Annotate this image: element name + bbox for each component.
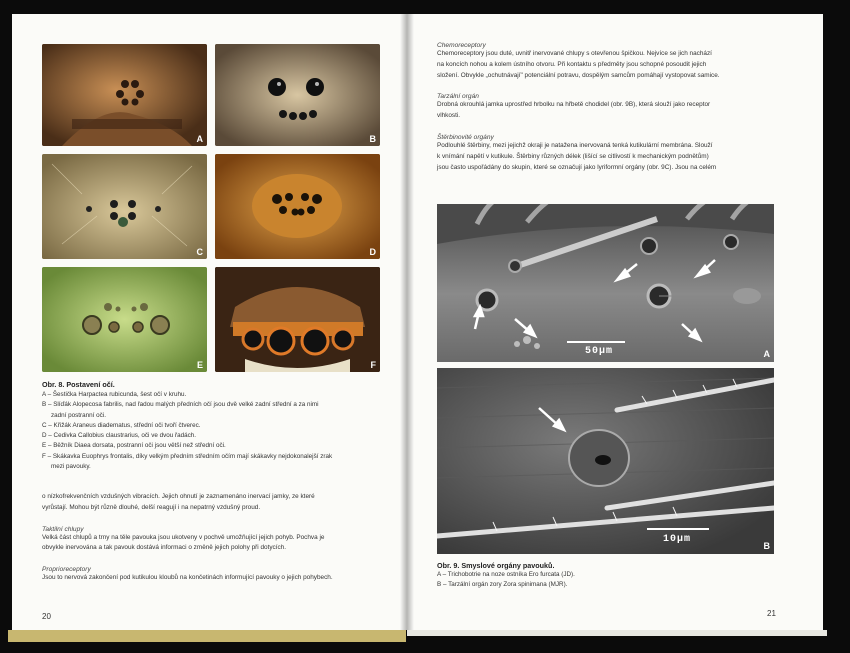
book-edge-left	[8, 630, 406, 642]
scale-label: 10µm	[663, 534, 692, 545]
paragraph-line: Drobná okrouhlá jamka uprostřed hrbolku na hřbetě chodidel (obr. 9B), která slouží jako receptor	[437, 101, 711, 109]
photo-b	[215, 44, 380, 146]
left-page	[12, 14, 407, 630]
paragraph-line: Podlouhlé štěrbiny, mezi jejichž okraji je natažena inervovaná tenká kutikulární membrána. Slouží	[437, 141, 713, 149]
caption-line: C – Křižák Araneus diadematus, střední oči tvoří čtverec.	[42, 421, 201, 429]
caption-title: Obr. 9. Smyslové orgány pavouků.	[437, 561, 555, 570]
figure-9-caption	[437, 561, 777, 591]
book-edge-right	[407, 630, 827, 636]
scale-label: 50µm	[585, 346, 614, 357]
figure-8-caption	[42, 380, 387, 472]
trichobothria-sem-image	[437, 204, 774, 362]
photo-label: C	[196, 247, 203, 257]
photo-e	[42, 267, 207, 372]
image-label: B	[763, 541, 770, 551]
spider-eyes-f-image	[215, 267, 380, 372]
photo-a	[42, 44, 207, 146]
paragraph-line: vlhkosti.	[437, 112, 461, 120]
scale-bar	[567, 341, 625, 343]
caption-line: B – Tarzální orgán zory Zora spinimana (MJR).	[437, 581, 568, 589]
paragraph-line: jsou často uspořádány do skupin, které se označují jako lyriformní orgány (obr. 9C). Jsou na celém	[437, 163, 717, 171]
caption-line: A – Šestička Harpactea rubicunda, šest očí v kruhu.	[42, 391, 187, 398]
caption-line: zadní postranní oči.	[51, 411, 106, 419]
book-gutter	[400, 14, 414, 630]
spider-eyes-b-image	[215, 44, 380, 146]
paragraph-line: vyrůstají. Mohou být různě dlouhé, delší reagují i na nepatrný vzdušný proud.	[42, 503, 261, 511]
tarsal-organ-sem-image	[437, 368, 774, 554]
photo-c	[42, 154, 207, 259]
spider-eyes-a-image	[42, 44, 207, 146]
paragraph-line: Velká část chlupů a trny na těle pavouka jsou ukotveny v pochvě umožňující jejich pohyb. Pochva je	[42, 533, 325, 541]
photo-label: D	[369, 247, 376, 257]
paragraph-line: obvykle inervována a tak pavouk dostává informaci o změně jejich polohy při dotycích.	[42, 544, 287, 552]
photo-label: B	[369, 134, 376, 144]
paragraph-line: na koncích nohou a kolem ústního otvoru. Při kontaktu s předměty jsou schopné posoudit jejich	[437, 60, 707, 68]
caption-line: E – Běžník Diaea dorsata, postranní oči jsou větší než střední oči.	[42, 442, 226, 450]
scale-bar	[647, 528, 709, 530]
caption-line: A – Trichobotrie na noze ostníka Ero furcata (JD).	[437, 571, 575, 578]
caption-line: mezi pavouky.	[51, 463, 91, 471]
paragraph-line: k vnímání napětí v kutikule. Štěrbiny různých délek (lišící se citlivostí k mechanickým podnětům)	[437, 152, 709, 160]
right-body-text	[437, 42, 777, 173]
photo-label: F	[370, 360, 376, 370]
photo-d	[215, 154, 380, 259]
paragraph-line: složení. Obvykle „ochutnávají" potenciální potravu, dospělým samcům pomáhají vystopovat samice.	[437, 71, 720, 79]
section-heading: Tarzální orgán	[437, 93, 479, 101]
page-number: 20	[42, 612, 51, 621]
paragraph-line: o nízkofrekvenčních vzdušných vibracích. Jejich ohnutí je zaznamenáno inervací jamky, ze které	[42, 493, 315, 500]
right-page	[407, 14, 823, 630]
image-label: A	[763, 349, 770, 359]
caption-line: F – Skákavka Euophrys frontalis, díky velkým předním středním očím mají skákavky nejdokonalejší zrak	[42, 452, 333, 460]
caption-line: D – Cedivka Callobius claustrarius, oči ve dvou řadách.	[42, 432, 196, 440]
caption-title: Obr. 8. Postavení očí.	[42, 380, 115, 389]
paragraph-line: Jsou to nervová zakončení pod kutikulou kloubů na končetinách informující pavouky o jejich pohybech.	[42, 574, 333, 582]
sem-image-a	[437, 204, 774, 362]
caption-line: B – Slíďák Alopecosa fabrilis, nad řadou malých předních očí jsou dvě velké zadní střední a za nimi	[42, 401, 319, 409]
photo-f	[215, 267, 380, 372]
page-number: 21	[767, 609, 776, 618]
spider-eyes-d-image	[215, 154, 380, 259]
left-body-text	[42, 492, 387, 584]
section-heading: Chemoreceptory	[437, 42, 486, 49]
paragraph-line: Chemoreceptory jsou duté, uvnitř inervované chlupy s otevřenou špičkou. Nejvíce se jich nachází	[437, 50, 712, 57]
spider-eyes-e-image	[42, 267, 207, 372]
sem-image-b	[437, 368, 774, 554]
section-heading: Taktilní chlupy	[42, 525, 84, 533]
section-heading: Štěrbinovité orgány	[437, 133, 494, 141]
photo-label: A	[196, 134, 203, 144]
photo-label: E	[196, 360, 203, 370]
spider-eyes-c-image	[42, 154, 207, 259]
section-heading: Proprioreceptory	[42, 566, 91, 574]
